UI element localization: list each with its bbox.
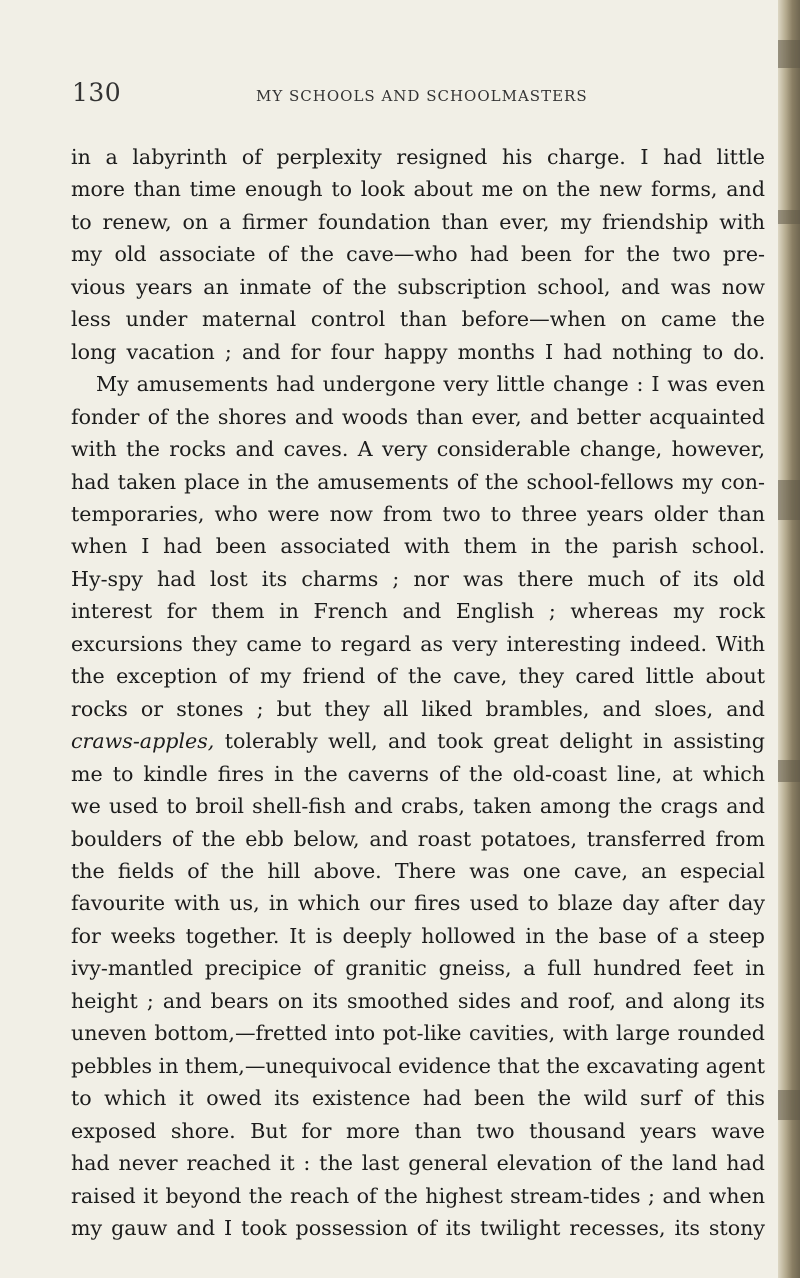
italic-phrase: craws-apples, [71, 729, 215, 754]
text-line: exposed shore. But for more than two thousand years wave [71, 1118, 765, 1143]
text-line: me to kindle fires in the caverns of the old-coast line, at which [71, 761, 765, 786]
edge-stain [778, 40, 800, 68]
text-line: long vacation ; and for four happy months I had nothing to do. [71, 339, 765, 364]
edge-stain [778, 1090, 800, 1120]
text-line: height ; and bears on its smoothed sides and roof, and along its [71, 988, 765, 1013]
text-line: My amusements had undergone very little change : I was even [96, 372, 765, 397]
text-line: raised it beyond the reach of the highest stream-tides ; and when [71, 1183, 765, 1208]
text-line: ivy-mantled precipice of granitic gneiss, a full hundred feet in [71, 956, 765, 981]
text-line: excursions they came to regard as very interesting indeed. With [71, 631, 765, 656]
text-line: fonder of the shores and woods than ever, and better acquainted [71, 404, 765, 429]
page-header [72, 78, 772, 112]
running-title: MY SCHOOLS AND SCHOOLMASTERS [256, 87, 588, 105]
text-line: we used to broil shell-fish and crabs, taken among the crags and [71, 794, 765, 819]
text-line: less under maternal control than before—when on came the [71, 307, 765, 332]
text-line: in a labyrinth of perplexity resigned his charge. I had little [71, 145, 765, 169]
text-line: to which it owed its existence had been the wild surf of this [71, 1086, 765, 1111]
text-line: boulders of the ebb below, and roast potatoes, transferred from [71, 826, 765, 851]
edge-stain [778, 480, 800, 520]
text-line: uneven bottom,—fretted into pot-like cavities, with large rounded [71, 1021, 765, 1046]
page-number: 130 [72, 78, 122, 107]
text-line: for weeks together. It is deeply hollowed in the base of a steep [71, 923, 765, 948]
text-line-with-italic [71, 725, 765, 757]
body-text [71, 141, 765, 1244]
edge-stain [778, 210, 800, 224]
text-line: had never reached it : the last general elevation of the land had [71, 1151, 765, 1176]
text-line: my gauw and I took possession of its twilight recesses, its stony [71, 1215, 765, 1240]
text-line: my old associate of the cave—who had been for the two pre- [71, 242, 765, 267]
text-line-rest: tolerably well, and took great delight in assisting [224, 729, 765, 754]
text-line: the exception of my friend of the cave, they cared little about [71, 664, 765, 689]
text-line: Hy-spy had lost its charms ; nor was there much of its old [71, 566, 765, 591]
text-line: vious years an inmate of the subscription school, and was now [71, 274, 765, 299]
text-line: the fields of the hill above. There was one cave, an especial [71, 858, 765, 883]
text-line: had taken place in the amusements of the school-fellows my con- [71, 469, 765, 494]
text-line: when I had been associated with them in the parish school. [71, 534, 765, 559]
text-line: to renew, on a firmer foundation than ever, my friendship with [71, 209, 765, 234]
text-line: with the rocks and caves. A very considerable change, however, [71, 437, 765, 462]
text-line: favourite with us, in which our fires used to blaze day after day [71, 891, 765, 916]
text-line: temporaries, who were now from two to three years older than [71, 501, 765, 526]
text-line: more than time enough to look about me on the new forms, and [71, 177, 765, 202]
page-edge [778, 0, 800, 1278]
text-line: pebbles in them,—unequivocal evidence that the excavating agent [71, 1053, 765, 1078]
text-line: interest for them in French and English ; whereas my rock [71, 599, 765, 624]
edge-stain [778, 760, 800, 782]
text-line: rocks or stones ; but they all liked brambles, and sloes, and [71, 696, 765, 721]
